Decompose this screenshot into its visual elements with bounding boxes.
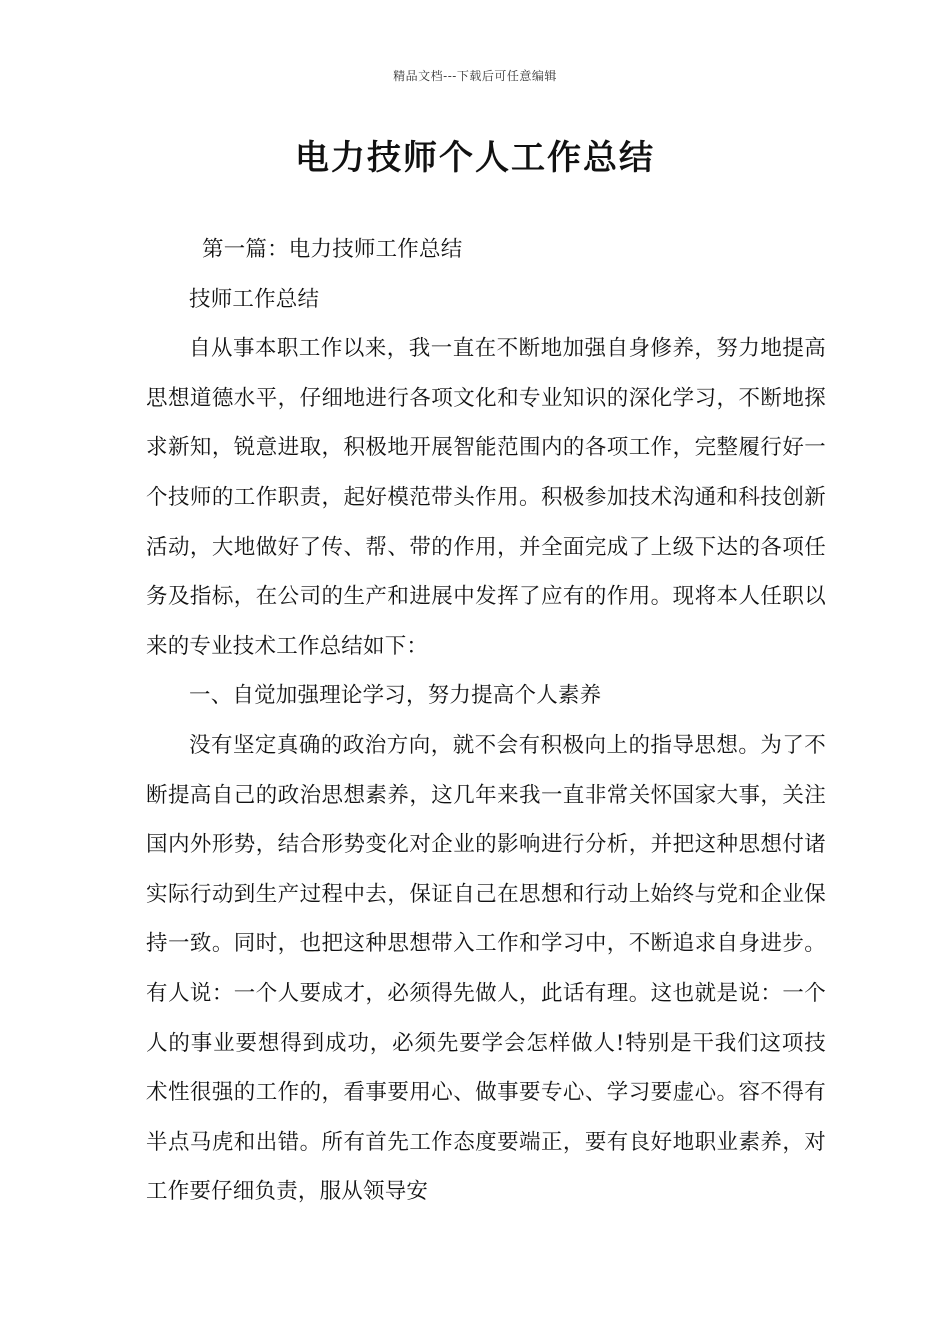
numbered-heading: 一、自觉加强理论学习，努力提高个人素养	[189, 683, 602, 709]
section-heading: 技师工作总结	[189, 286, 320, 312]
body-paragraph: 自从事本职工作以来，我一直在不断地加强自身修养，努力地提高思想道德水平，仔细地进行各项文化和专业知识的深化学习，不断地探求新知，锐意进取，积极地开展智能范围内的各项工作，完整履行好一个技师的工作职责，起好模范带头作用。积极参加技术沟通和科技创新活动，大地做好了传、帮、带的作用，并全面完成了上级下达的各项任务及指标，在公司的生产和进展中发挥了应有的作用。现将本人任职以来的专业技术工作总结如下：	[146, 336, 826, 659]
body-paragraph: 没有坚定真确的政治方向，就不会有积极向上的指导思想。为了不断提高自己的政治思想素养，这几年来我一直非常关怀国家大事，关注国内外形势，结合形势变化对企业的影响进行分析，并把这种思想付诸实际行动到生产过程中去，保证自己在思想和行动上始终与党和企业保持一致。同时，也把这种思想带入工作和学习中，不断追求自身进步。有人说：一个人要成才，必须得先做人，此话有理。这也就是说：一个人的事业要想得到成功，必须先要学会怎样做人!特别是干我们这项技术性很强的工作的，看事要用心、做事要专心、学习要虚心。容不得有半点马虎和出错。所有首先工作态度要端正，要有良好地职业素养，对工作要仔细负责，服从领导安	[146, 732, 826, 1205]
document-body	[146, 225, 826, 1217]
header-note: 精品文档---下载后可任意编辑	[393, 69, 557, 83]
chapter-heading: 第一篇：电力技师工作总结	[202, 237, 463, 262]
document-title: 电力技师个人工作总结	[295, 138, 655, 178]
